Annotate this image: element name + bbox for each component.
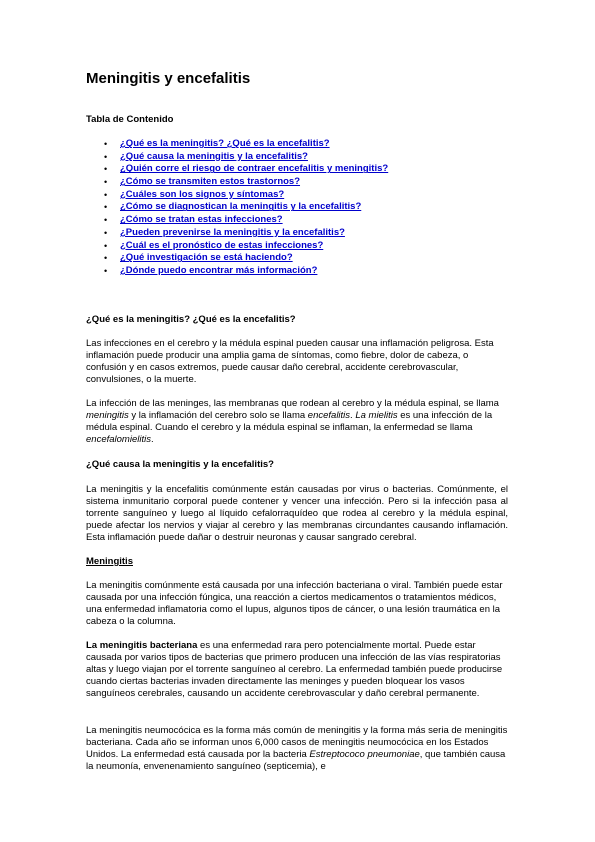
bullet-icon: • [104, 215, 108, 226]
bullet-icon: • [104, 265, 108, 276]
paragraph [86, 640, 508, 700]
paragraph: La meningitis comúnmente está causada por una infección bacteriana o viral. También puede estar causada por una infección fúngica, una reacción a ciertos medicamentos o tratamientos médicos, una enfermedad inflamatoria como el lupus, algunos tipos de cáncer, o una lesión traumática en la cabeza o la columna. [86, 580, 503, 627]
bullet-icon: • [104, 189, 108, 200]
toc-link[interactable]: ¿Dónde puedo encontrar más información? [120, 264, 318, 276]
bullet-icon: • [104, 139, 108, 149]
text-run: es una infección de la médula espinal. Cuando el cerebro y la médula espinal se inflaman, la enfermedad se llama [86, 409, 493, 433]
toc-link[interactable]: ¿Qué investigación se está haciendo? [120, 252, 293, 264]
section-heading: ¿Qué es la meningitis? ¿Qué es la encefalitis? [86, 314, 296, 325]
paragraph [86, 725, 508, 773]
text-run: . [350, 409, 356, 421]
term-mielitis: La mielitis [355, 409, 398, 421]
toc-heading: Tabla de Contenido [86, 114, 174, 125]
section-heading: ¿Qué causa la meningitis y la encefalitis? [86, 459, 274, 470]
bullet-icon: • [104, 202, 108, 213]
toc-link[interactable]: ¿Cuál es el pronóstico de estas infecciones? [120, 239, 324, 251]
term-encefalomielitis: encefalomielitis [86, 433, 151, 445]
text-run: , que también causa la neumonía, envenenamiento sanguíneo (septicemia), e [86, 748, 506, 772]
toc-link[interactable]: ¿Cómo se tratan estas infecciones? [120, 214, 283, 226]
text-run: es una enfermedad rara pero potencialmente mortal. Puede estar causada por varios tipos de bacterias que primero producen una infección de las vías respiratorias altas y luego viajan por el torrente sanguíneo al cerebro. La enfermedad también puede producirse cuando ciertas bacterias invaden directamente las meninges y pueden bloquear los vasos sanguíneos cerebrales, causando un accidente cerebrovascular y daño cerebral permanente. [86, 640, 503, 699]
paragraph: La meningitis y la encefalitis comúnmente están causadas por virus o bacterias. Comúnmente, el sistema inmunitario corporal puede contener y vencer una infección. Pero si la infección pasa al torrente sanguíneo y luego al líquido cefalorraquídeo que rodea al cerebro y la médula espinal, puede afectar los nervios y viajar al cerebro y las membranas circundantes causando inflamación. Esta inflamación puede dañar o destruir neuronas y causar sangrado cerebral. [86, 484, 508, 543]
term-encefalitis: encefalitis [307, 409, 351, 421]
text-run: . [150, 433, 154, 445]
subsection-heading: Meningitis [86, 556, 133, 567]
toc-link[interactable]: ¿Cómo se transmiten estos trastornos? [120, 176, 301, 188]
toc-link[interactable]: ¿Qué es la meningitis? ¿Qué es la encefalitis? [120, 138, 330, 149]
text-run: y la inflamación del cerebro solo se llama [128, 409, 308, 421]
text-run: La meningitis neumocócica es la forma más común de meningitis y la forma más seria de meningitis bacteriana. Cada año se informan unos 6,000 casos de meningitis neumocócica en los Estados Unidos. La enfermedad está causada por la bacteria [86, 725, 508, 760]
toc-link[interactable]: ¿Cómo se diagnostican la meningitis y la encefalitis? [120, 201, 362, 213]
toc-link[interactable]: ¿Pueden prevenirse la meningitis y la encefalitis? [120, 226, 345, 238]
toc-link[interactable]: ¿Qué causa la meningitis y la encefalitis? [120, 150, 308, 162]
bullet-icon: • [104, 164, 108, 175]
text-run: La infección de las meninges, las membranas que rodean al cerebro y la médula espinal, se llama [86, 398, 499, 409]
toc-link[interactable]: ¿Quién corre el riesgo de contraer encefalitis y meningitis? [120, 163, 389, 175]
page-title: Meningitis y encefalitis [86, 70, 251, 87]
bullet-icon: • [104, 151, 108, 162]
paragraph [86, 398, 508, 446]
bullet-icon: • [104, 227, 108, 238]
term-meningitis: meningitis [86, 409, 129, 421]
bullet-icon: • [104, 177, 108, 188]
paragraph: Las infecciones en el cerebro y la médula espinal pueden causar una inflamación peligrosa. Esta inflamación puede producir una amplia gama de síntomas, como fiebre, dolor de cabeza, o confusión y en casos extremos, puede causar daño cerebral, accidente cerebrovascular, convulsiones, o la muerte. [86, 338, 494, 385]
bullet-icon: • [104, 253, 108, 264]
term-meningitis-bacteriana: La meningitis bacteriana [86, 640, 198, 651]
bullet-icon: • [104, 240, 108, 251]
toc-link[interactable]: ¿Cuáles son los signos y síntomas? [120, 188, 285, 200]
term-estreptococo: Estreptococo pneumoniae [309, 748, 420, 760]
